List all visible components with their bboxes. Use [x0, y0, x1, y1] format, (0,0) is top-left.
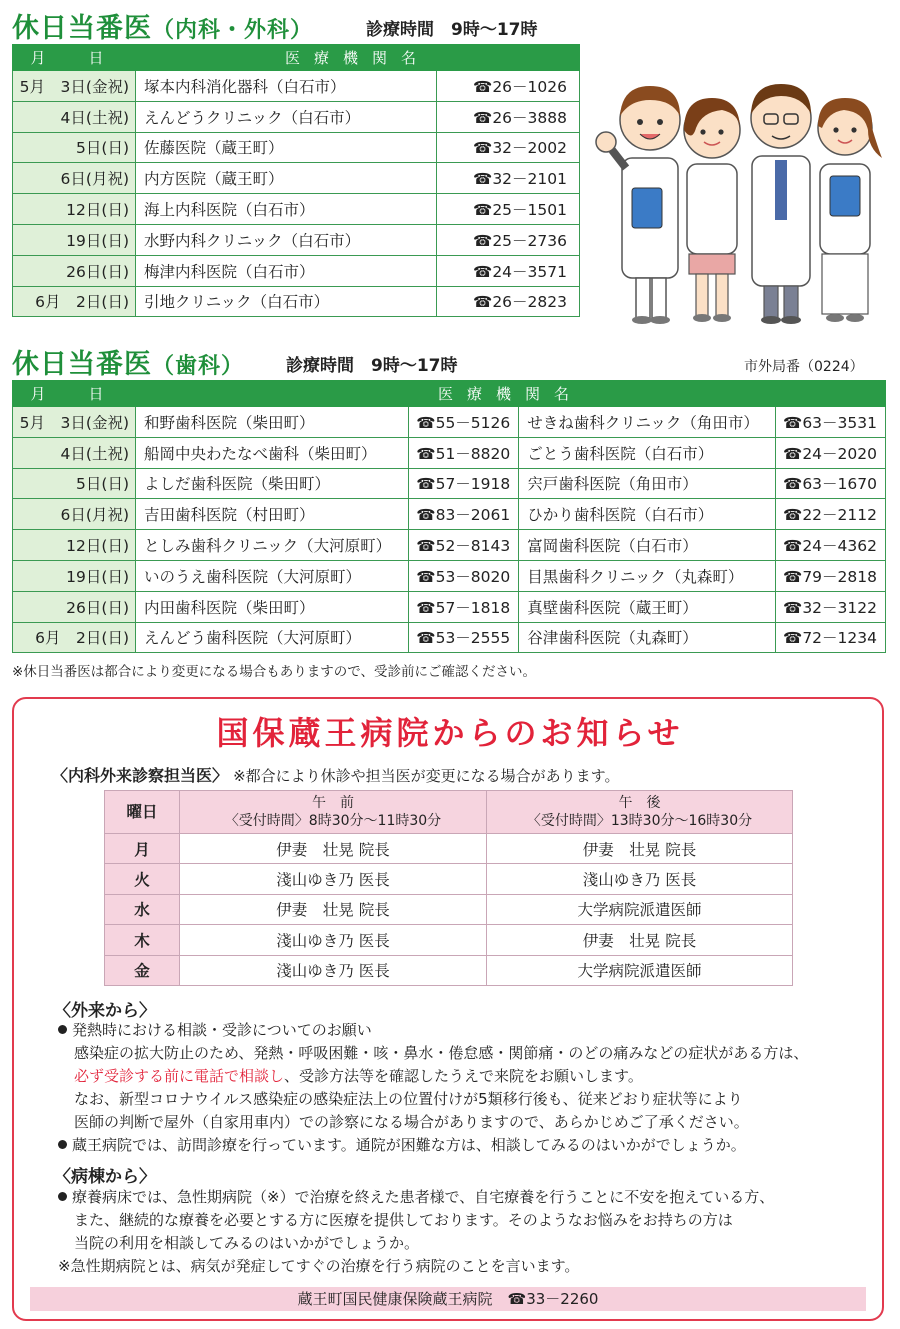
row-date: 12日(日) [13, 194, 136, 225]
sched-pm: 大学病院派遣医師 [487, 955, 793, 985]
gairai-b1-line2 [58, 1065, 808, 1088]
sched-am: 伊妻 壮晃 院長 [180, 834, 487, 864]
dental-title [12, 342, 244, 381]
table-row [13, 163, 580, 194]
row-date: 12日(日) [13, 530, 136, 561]
sched-header-am [180, 791, 487, 834]
gairai-label: 〈外来から〉 [54, 1001, 156, 1021]
sched-day: 月 [105, 834, 180, 864]
row-clinic-2: 谷津歯科医院（丸森町） [519, 622, 776, 653]
sched-header-pm [487, 791, 793, 834]
sched-day: 金 [105, 955, 180, 985]
sched-header-pm-time: 〈受付時間〉13時30分～16時30分 [526, 813, 753, 829]
table-row [13, 101, 580, 132]
row-tel: ☎26－1026 [436, 71, 579, 102]
byoto-label: 〈病棟から〉 [54, 1167, 156, 1187]
row-date: 26日(日) [13, 255, 136, 286]
sched-pm: 大学病院派遣医師 [487, 894, 793, 924]
table-row [13, 224, 580, 255]
row-clinic: 梅津内科医院（白石市） [136, 255, 437, 286]
area-code: 市外局番（0224） [744, 359, 864, 375]
row-tel-2: ☎63－3531 [776, 407, 886, 438]
row-clinic-2: 目黒歯科クリニック（丸森町） [519, 560, 776, 591]
internal-duty-table [12, 44, 580, 317]
table-row [13, 499, 886, 530]
gairai-b1-red-text: 必ず受診する前に電話で相談し [74, 1067, 285, 1085]
sched-day: 木 [105, 925, 180, 955]
row-clinic-2: せきね歯科クリニック（角田市） [519, 407, 776, 438]
row-tel-2: ☎22－2112 [776, 499, 886, 530]
row-tel: ☎26－2823 [436, 286, 579, 317]
row-clinic-1: 内田歯科医院（柴田町） [136, 591, 409, 622]
sched-day: 火 [105, 864, 180, 894]
internal-header-inst: 医療機関名 [136, 45, 580, 71]
row-tel-1: ☎57－1918 [409, 468, 519, 499]
gairai-bullet-1 [58, 1019, 808, 1042]
row-clinic-2: ひかり歯科医院（白石市） [519, 499, 776, 530]
table-row [13, 591, 886, 622]
table-row [13, 407, 886, 438]
dental-hours: 診療時間 9時～17時 [286, 356, 458, 376]
row-clinic: 佐藤医院（蔵王町） [136, 132, 437, 163]
row-tel-1: ☎53－8020 [409, 560, 519, 591]
table-row [13, 468, 886, 499]
byoto-note: ※急性期病院とは、病気が発症してすぐの治療を行う病院のことを言います。 [58, 1257, 580, 1275]
table-row [13, 560, 886, 591]
table-row [13, 622, 886, 653]
medical-staff-illustration [592, 68, 892, 326]
row-clinic: 引地クリニック（白石市） [136, 286, 437, 317]
row-clinic-1: 和野歯科医院（柴田町） [136, 407, 409, 438]
table-row [105, 894, 793, 924]
byoto-section [58, 1186, 774, 1278]
row-tel: ☎24－3571 [436, 255, 579, 286]
row-date: 6月 2日(日) [13, 622, 136, 653]
notice-title: 国保蔵王病院からのお知らせ [216, 714, 684, 752]
sched-header-am-label: 午 前 [312, 795, 354, 811]
row-clinic: 内方医院（蔵王町） [136, 163, 437, 194]
nurse-female-illustration [684, 98, 740, 322]
dental-header-inst: 医療機関名 [136, 381, 886, 407]
row-clinic-1: いのうえ歯科医院（大河原町） [136, 560, 409, 591]
table-row [13, 255, 580, 286]
sched-day: 水 [105, 894, 180, 924]
row-clinic-1: よしだ歯科医院（柴田町） [136, 468, 409, 499]
row-tel-1: ☎57－1818 [409, 591, 519, 622]
row-tel-1: ☎55－5126 [409, 407, 519, 438]
row-tel-2: ☎72－1234 [776, 622, 886, 653]
hospital-contact-footer: 蔵王町国民健康保険蔵王病院 ☎33－2260 [30, 1287, 866, 1311]
row-tel-1: ☎83－2061 [409, 499, 519, 530]
row-tel: ☎32－2002 [436, 132, 579, 163]
row-clinic: 塚本内科消化器科（白石市） [136, 71, 437, 102]
row-tel-2: ☎32－3122 [776, 591, 886, 622]
row-clinic-1: 船岡中央わたなべ歯科（柴田町） [136, 437, 409, 468]
byoto-line2: また、継続的な療養を必要とする方に医療を提供しております。そのようなお悩みをお持ちの方は [74, 1211, 733, 1229]
table-row [105, 955, 793, 985]
byoto-bullet-1 [58, 1186, 774, 1209]
row-clinic: 海上内科医院（白石市） [136, 194, 437, 225]
row-clinic-1: えんどう歯科医院（大河原町） [136, 622, 409, 653]
row-tel-2: ☎79－2818 [776, 560, 886, 591]
row-clinic: えんどうクリニック（白石市） [136, 101, 437, 132]
internal-title-sub: （内科・外科） [152, 18, 314, 43]
row-tel: ☎32－2101 [436, 163, 579, 194]
sched-pm: 伊妻 壮晃 院長 [487, 834, 793, 864]
row-clinic-2: 真壁歯科医院（蔵王町） [519, 591, 776, 622]
gairai-b1-line1: 感染症の拡大防止のため、発熱・呼吸困難・咳・鼻水・倦怠感・関節痛・のどの痛みなどの症状がある方は、 [74, 1044, 809, 1062]
sched-pm: 淺山ゆき乃 医長 [487, 864, 793, 894]
table-row [13, 286, 580, 317]
doctor-male-illustration [596, 86, 680, 324]
sched-header-pm-label: 午 後 [618, 795, 661, 811]
sched-am: 淺山ゆき乃 医長 [180, 864, 487, 894]
row-tel-1: ☎51－8820 [409, 437, 519, 468]
sched-am: 淺山ゆき乃 医長 [180, 925, 487, 955]
outpatient-label: 〈内科外来診察担当医〉 [52, 766, 229, 785]
bullet-icon [58, 1140, 67, 1149]
sched-header-am-time: 〈受付時間〉8時30分～11時30分 [224, 813, 442, 829]
row-date: 5月 3日(金祝) [13, 71, 136, 102]
gairai-b1-line3: なお、新型コロナウイルス感染症の感染症法上の位置付けが5類移行後も、従来どおり症状等により [74, 1090, 743, 1108]
doctor-glasses-illustration [751, 84, 811, 324]
dental-header-date: 月 日 [13, 381, 136, 407]
outpatient-note: ※都合により休診や担当医が変更になる場合があります。 [233, 767, 620, 785]
gairai-b1-line2-rest: 、受診方法等を確認したうえで来院をお願いします。 [284, 1067, 643, 1085]
internal-title-main: 休日当番医 [12, 13, 152, 44]
row-clinic-2: 富岡歯科医院（白石市） [519, 530, 776, 561]
row-date: 5日(日) [13, 132, 136, 163]
row-date: 19日(日) [13, 224, 136, 255]
bullet-icon [58, 1192, 67, 1201]
row-date: 19日(日) [13, 560, 136, 591]
bullet-icon [58, 1025, 67, 1034]
row-date: 5日(日) [13, 468, 136, 499]
byoto-line3: 当院の利用を相談してみるのはいかがでしょうか。 [74, 1234, 420, 1252]
table-row [105, 925, 793, 955]
row-date: 4日(土祝) [13, 101, 136, 132]
row-tel-1: ☎53－2555 [409, 622, 519, 653]
row-clinic: 水野内科クリニック（白石市） [136, 224, 437, 255]
row-date: 5月 3日(金祝) [13, 407, 136, 438]
internal-header-date: 月 日 [13, 45, 136, 71]
row-date: 4日(土祝) [13, 437, 136, 468]
table-row [13, 530, 886, 561]
table-row [13, 132, 580, 163]
row-tel-2: ☎24－4362 [776, 530, 886, 561]
nurse-clipboard-illustration [818, 98, 882, 322]
outpatient-schedule-table [104, 790, 793, 986]
row-date: 6月 2日(日) [13, 286, 136, 317]
row-tel: ☎25－1501 [436, 194, 579, 225]
row-date: 6日(月祝) [13, 163, 136, 194]
row-date: 26日(日) [13, 591, 136, 622]
sched-am: 淺山ゆき乃 医長 [180, 955, 487, 985]
dental-title-main: 休日当番医 [12, 349, 152, 380]
row-tel-2: ☎63－1670 [776, 468, 886, 499]
sched-header-day: 曜日 [105, 791, 180, 834]
gairai-b1-title: 発熱時における相談・受診についてのお願い [72, 1021, 372, 1039]
row-date: 6日(月祝) [13, 499, 136, 530]
outpatient-heading [52, 763, 619, 786]
dental-title-sub: （歯科） [152, 354, 245, 379]
table-row [13, 437, 886, 468]
row-clinic-2: ごとう歯科医院（白石市） [519, 437, 776, 468]
sched-pm: 伊妻 壮晃 院長 [487, 925, 793, 955]
internal-title [12, 6, 313, 45]
sched-am: 伊妻 壮晃 院長 [180, 894, 487, 924]
duty-note: ※休日当番医は都合により変更になる場合もありますので、受診前にご確認ください。 [12, 664, 537, 680]
table-row [13, 71, 580, 102]
row-clinic-1: としみ歯科クリニック（大河原町） [136, 530, 409, 561]
row-tel-1: ☎52－8143 [409, 530, 519, 561]
dental-duty-table [12, 380, 886, 653]
gairai-b2-text: 蔵王病院では、訪問診療を行っています。通院が困難な方は、相談してみるのはいかがでしょうか。 [72, 1136, 746, 1154]
internal-hours: 診療時間 9時～17時 [366, 20, 538, 40]
gairai-bullet-2 [58, 1134, 808, 1157]
table-row [105, 864, 793, 894]
gairai-section [58, 1019, 808, 1157]
row-tel: ☎26－3888 [436, 101, 579, 132]
row-tel: ☎25－2736 [436, 224, 579, 255]
row-clinic-1: 吉田歯科医院（村田町） [136, 499, 409, 530]
table-row [13, 194, 580, 225]
row-tel-2: ☎24－2020 [776, 437, 886, 468]
byoto-line1: 療養病床では、急性期病院（※）で治療を終えた患者様で、自宅療養を行うことに不安を抱えている方、 [72, 1188, 775, 1206]
gairai-b1-line4: 医師の判断で屋外（自家用車内）での診察になる場合がありますので、あらかじめご了承ください。 [74, 1113, 749, 1131]
row-clinic-2: 宍戸歯科医院（角田市） [519, 468, 776, 499]
table-row [105, 834, 793, 864]
